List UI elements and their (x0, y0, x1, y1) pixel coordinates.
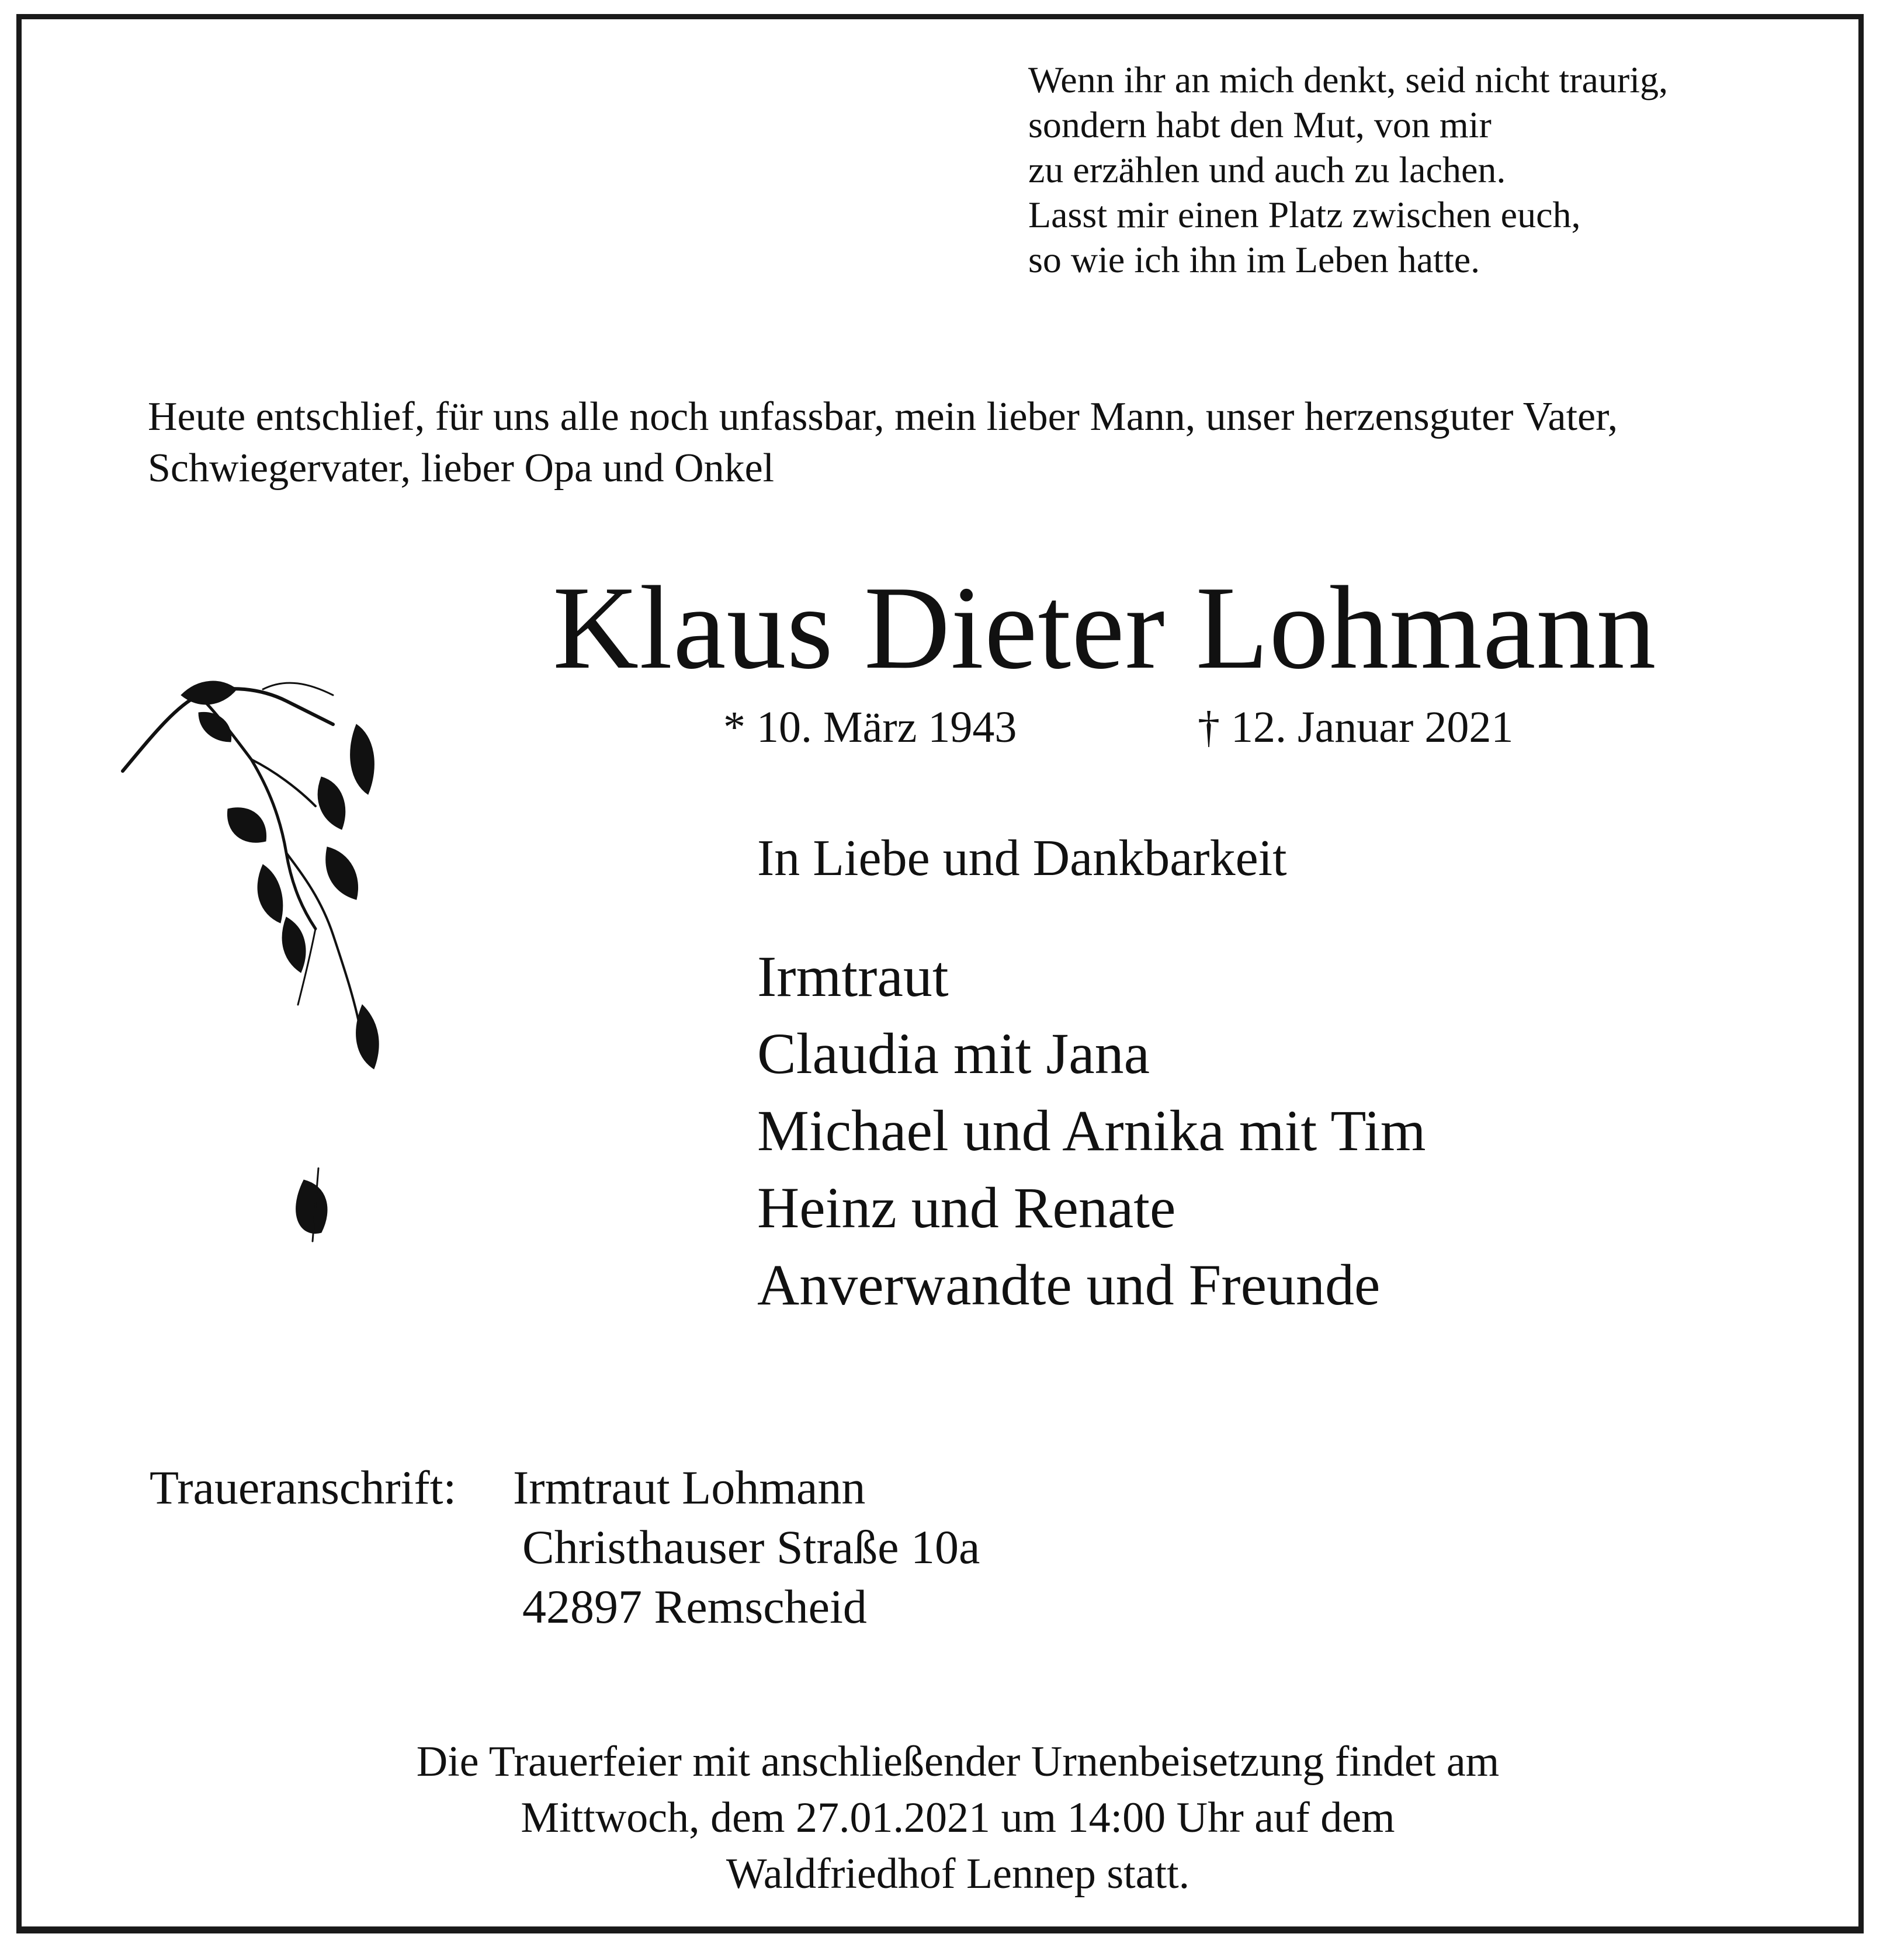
service-line: Waldfriedhof Lennep statt. (726, 1850, 1190, 1898)
service-line: Die Trauerfeier mit anschließender Urnenbeisetzung findet am (416, 1738, 1500, 1786)
address-line: Christhauser Straße 10a (522, 1520, 980, 1574)
poem (1028, 57, 1668, 282)
address-line: 42897 Remscheid (522, 1580, 867, 1633)
poem-line: Lasst mir einen Platz zwischen euch, (1028, 194, 1581, 235)
mourners-list (757, 938, 1426, 1324)
mourner-item: Anverwandte und Freunde (757, 1252, 1381, 1317)
intro-line: Schwiegervater, lieber Opa und Onkel (148, 446, 775, 491)
birch-branch-icon (111, 654, 438, 1297)
service-line: Mittwoch, dem 27.01.2021 um 14:00 Uhr auf dem (521, 1794, 1395, 1842)
thanks-line: In Liebe und Dankbarkeit (757, 830, 1287, 887)
address-label: Traueranschrift: (150, 1461, 457, 1514)
deceased-name: Klaus Dieter Lohmann (553, 562, 1657, 694)
death-date: † 12. Januar 2021 (1198, 703, 1514, 752)
mourner-item: Irmtraut (757, 944, 949, 1009)
mourner-item: Michael und Arnika mit Tim (757, 1098, 1426, 1163)
poem-line: zu erzählen und auch zu lachen. (1028, 149, 1506, 190)
mourner-item: Heinz und Renate (757, 1175, 1176, 1240)
intro-line: Heute entschlief, für uns alle noch unfassbar, mein lieber Mann, unser herzensguter Vater, (148, 394, 1618, 439)
mourning-address (513, 1458, 980, 1637)
address-line: Irmtraut Lohmann (513, 1461, 866, 1514)
intro-text (148, 391, 1618, 494)
poem-line: so wie ich ihn im Leben hatte. (1028, 239, 1480, 280)
poem-line: sondern habt den Mut, von mir (1028, 104, 1492, 145)
funeral-service-notice (0, 1734, 1904, 1902)
birth-date: * 10. März 1943 (723, 703, 1017, 752)
poem-line: Wenn ihr an mich denkt, seid nicht traurig, (1028, 59, 1668, 100)
mourner-item: Claudia mit Jana (757, 1021, 1150, 1086)
